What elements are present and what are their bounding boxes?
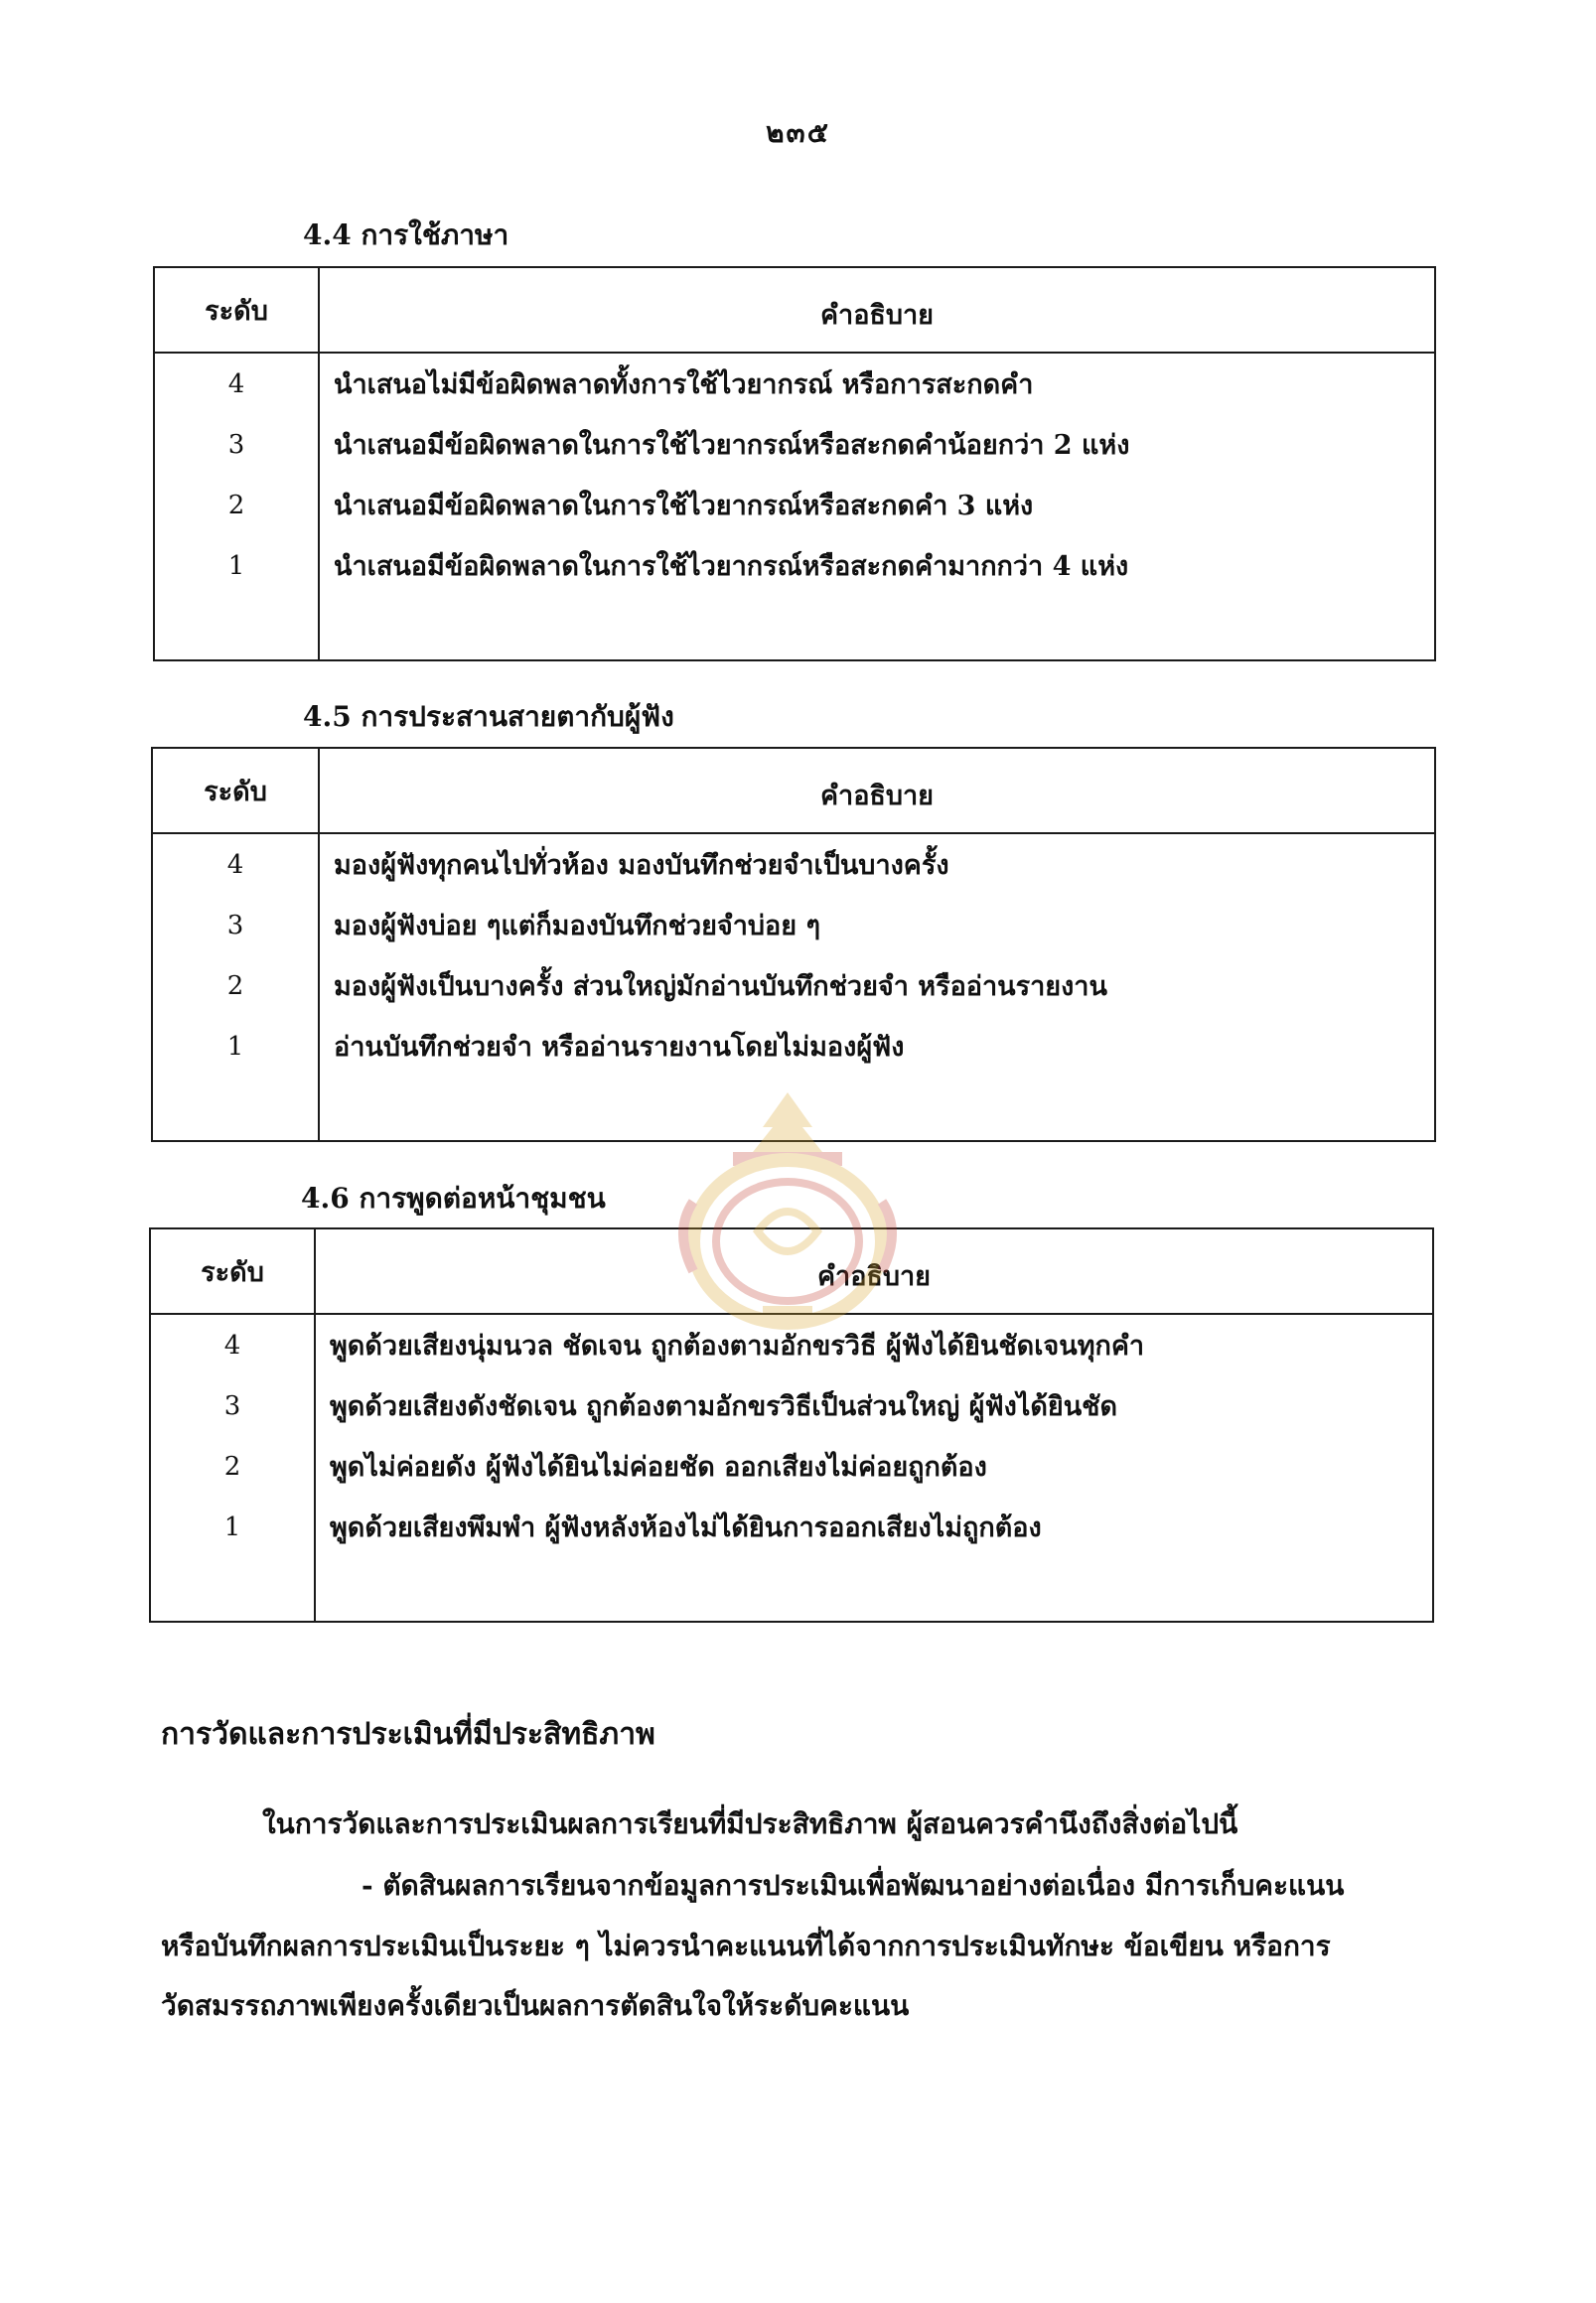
level-cell: 2 xyxy=(154,475,319,535)
level-column-header: ระดับ xyxy=(154,267,319,353)
table-spacer-row xyxy=(154,596,1435,660)
table-header-row xyxy=(152,748,1435,833)
section-heading-public-speaking: 4.6 การพูดต่อหน้าชุมชน xyxy=(301,1182,606,1215)
level-cell: 1 xyxy=(150,1497,315,1557)
rubric-table-language-use xyxy=(153,266,1436,661)
table-row xyxy=(154,535,1435,596)
page-number: ๒๓๕ xyxy=(766,116,830,149)
level-cell: 1 xyxy=(152,1016,319,1077)
level-column-header: ระดับ xyxy=(150,1228,315,1314)
table-row xyxy=(150,1375,1433,1436)
level-cell: 4 xyxy=(154,353,319,414)
section-heading-language-use: 4.4 การใช้ภาษา xyxy=(303,218,509,251)
level-cell: 3 xyxy=(150,1375,315,1436)
table-row xyxy=(152,955,1435,1016)
level-cell: 3 xyxy=(152,895,319,955)
description-cell: พูดด้วยเสียงนุ่มนวล ชัดเจน ถูกต้องตามอักขรวิธี ผู้ฟังได้ยินชัดเจนทุกคำ xyxy=(330,1331,1145,1362)
level-cell: 3 xyxy=(154,414,319,475)
description-cell: มองผู้ฟังบ่อย ๆแต่ก็มองบันทึกช่วยจำบ่อย ๆ xyxy=(334,911,820,941)
description-column-header: คำอธิบาย xyxy=(315,1228,1433,1314)
table-row xyxy=(154,475,1435,535)
description-cell: นำเสนอมีข้อผิดพลาดในการใช้ไวยากรณ์หรือสะกดคำน้อยกว่า 2 แห่ง xyxy=(334,430,1130,461)
table-row xyxy=(152,1016,1435,1077)
description-column-header: คำอธิบาย xyxy=(319,748,1435,833)
table-row xyxy=(150,1497,1433,1557)
table-row xyxy=(152,833,1435,895)
level-cell: 4 xyxy=(152,833,319,895)
level-column-header: ระดับ xyxy=(152,748,319,833)
watermark-emblem-icon xyxy=(663,1082,912,1331)
description-cell: นำเสนอมีข้อผิดพลาดในการใช้ไวยากรณ์หรือสะกดคำ 3 แห่ง xyxy=(334,491,1034,521)
level-cell: 2 xyxy=(152,955,319,1016)
description-column-header: คำอธิบาย xyxy=(319,267,1435,353)
description-cell: มองผู้ฟังเป็นบางครั้ง ส่วนใหญ่มักอ่านบันทึกช่วยจำ หรืออ่านรายงาน xyxy=(334,971,1107,1002)
table-header-row xyxy=(154,267,1435,353)
description-cell: พูดด้วยเสียงดังชัดเจน ถูกต้องตามอักขรวิธีเป็นส่วนใหญ่ ผู้ฟังได้ยินชัด xyxy=(330,1391,1118,1422)
evaluation-intro-paragraph: ในการวัดและการประเมินผลการเรียนที่มีประสิทธิภาพ ผู้สอนควรคำนึงถึงสิ่งต่อไปนี้ xyxy=(262,1807,1238,1840)
description-cell: นำเสนอมีข้อผิดพลาดในการใช้ไวยากรณ์หรือสะกดคำมากกว่า 4 แห่ง xyxy=(334,551,1129,582)
description-cell: อ่านบันทึกช่วยจำ หรืออ่านรายงานโดยไม่มองผู้ฟัง xyxy=(334,1032,905,1063)
evaluation-bullet-line-2: หรือบันทึกผลการประเมินเป็นระยะ ๆ ไม่ควรนำคะแนนที่ได้จากการประเมินทักษะ ข้อเขียน หรือการ xyxy=(161,1930,1331,1962)
description-cell: มองผู้ฟังทุกคนไปทั่วห้อง มองบันทึกช่วยจำเป็นบางครั้ง xyxy=(334,850,949,881)
level-cell: 1 xyxy=(154,535,319,596)
table-row xyxy=(150,1436,1433,1497)
table-row xyxy=(154,353,1435,414)
table-row xyxy=(152,895,1435,955)
evaluation-bullet-line-3: วัดสมรรถภาพเพียงครั้งเดียวเป็นผลการตัดสินใจให้ระดับคะแนน xyxy=(161,1989,910,2022)
evaluation-heading: การวัดและการประเมินที่มีประสิทธิภาพ xyxy=(161,1717,655,1752)
evaluation-bullet-line-1: - ตัดสินผลการเรียนจากข้อมูลการประเมินเพื่อพัฒนาอย่างต่อเนื่อง มีการเก็บคะแนน xyxy=(362,1869,1345,1902)
section-heading-eye-contact: 4.5 การประสานสายตากับผู้ฟัง xyxy=(303,700,674,733)
description-cell: นำเสนอไม่มีข้อผิดพลาดทั้งการใช้ไวยากรณ์ หรือการสะกดคำ xyxy=(334,369,1034,400)
table-spacer-row xyxy=(150,1557,1433,1622)
level-cell: 2 xyxy=(150,1436,315,1497)
level-cell: 4 xyxy=(150,1314,315,1375)
table-row xyxy=(154,414,1435,475)
description-cell: พูดไม่ค่อยดัง ผู้ฟังได้ยินไม่ค่อยชัด ออกเสียงไม่ค่อยถูกต้อง xyxy=(330,1452,987,1483)
description-cell: พูดด้วยเสียงพึมพำ ผู้ฟังหลังห้องไม่ได้ยินการออกเสียงไม่ถูกต้อง xyxy=(330,1512,1042,1543)
